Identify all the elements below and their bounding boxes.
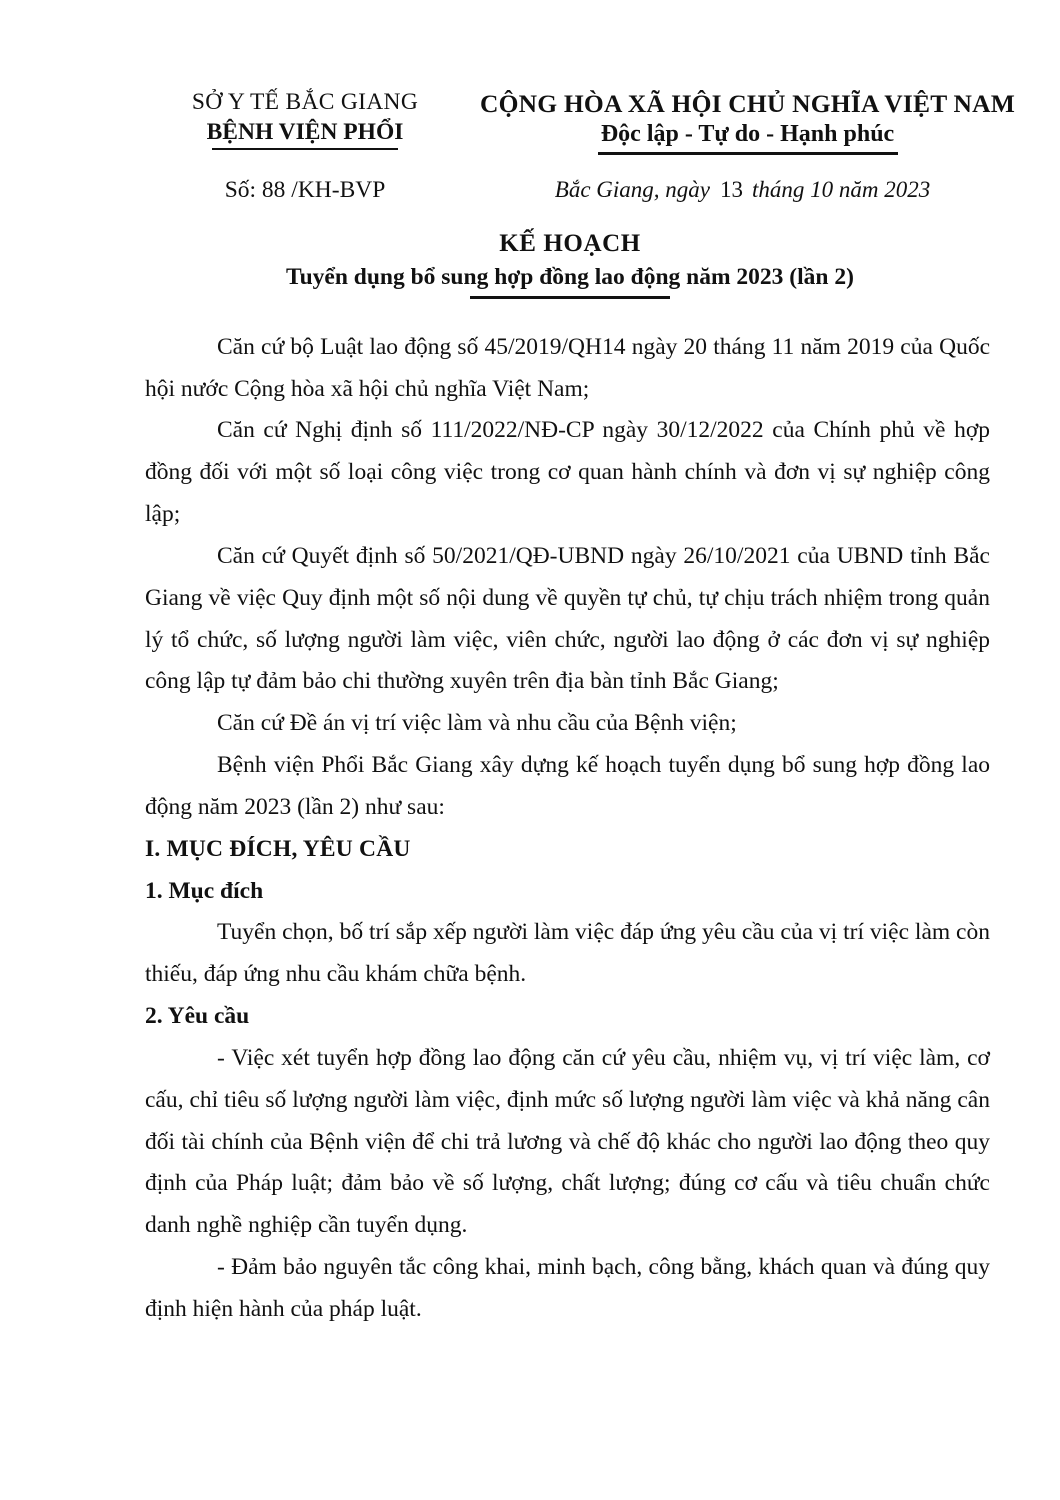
nation-motto-label: Độc lập - Tự do - Hạnh phúc: [600, 121, 895, 148]
legal-basis-paragraph: Căn cứ Quyết định số 50/2021/QĐ-UBND ngày 26/10/2021 của UBND tỉnh Bắc Giang về việc Quy định một số nội dung về quyền tự chủ, tự chịu trách nhiệm trong quản lý tổ chức, số lượng người làm việc, viên chức, người lao động ở các đơn vị sự nghiệp công lập tự đảm bảo chi thường xuyên trên địa bàn tỉnh Bắc Giang;: [145, 542, 990, 695]
document-body: [145, 327, 990, 1331]
document-number-label: Số: 88 /KH-BVP: [224, 176, 386, 203]
legal-basis-paragraph: Căn cứ Đề án vị trí việc làm và nhu cầu của Bệnh viện;: [217, 710, 737, 737]
org-unit-label: BỆNH VIỆN PHỔI: [206, 118, 404, 145]
nation-name-label: CỘNG HÒA XÃ HỘI CHỦ NGHĨA VIỆT NAM: [480, 89, 1016, 118]
org-underline-rule: [212, 148, 398, 150]
subsection-1-paragraph: Tuyển chọn, bố trí sắp xếp người làm việc đáp ứng yêu cầu của vị trí việc làm còn thiếu, đáp ứng nhu cầu khám chữa bệnh.: [145, 919, 990, 988]
document-header: [140, 88, 1016, 155]
date-prefix-label: Bắc Giang, ngày: [554, 176, 710, 202]
nation-underline-rule: [598, 152, 898, 154]
legal-basis-paragraph: Căn cứ Nghị định số 111/2022/NĐ-CP ngày 30/12/2022 của Chính phủ về hợp đồng đối với một số loại công việc trong cơ quan hành chính và đơn vị sự nghiệp công lập;: [145, 417, 990, 528]
page-title: KẾ HOẠCH: [499, 229, 641, 257]
date-day-value: 13: [719, 176, 743, 202]
subsection-heading-1: 1. Mục đích: [145, 877, 264, 904]
document-title-block: [140, 228, 1000, 299]
title-underline-rule: [470, 296, 670, 298]
subsection-heading-2: 2. Yêu cầu: [145, 1003, 250, 1030]
legal-basis-paragraph: Căn cứ bộ Luật lao động số 45/2019/QH14 ngày 20 tháng 11 năm 2019 của Quốc hội nước Cộng hòa xã hội chủ nghĩa Việt Nam;: [145, 333, 990, 402]
intro-paragraph: Bệnh viện Phổi Bắc Giang xây dựng kế hoạch tuyển dụng bổ sung hợp đồng lao động năm 2023 (lần 2) như sau:: [145, 752, 990, 820]
subsection-2-item: - Đảm bảo nguyên tắc công khai, minh bạch, công bằng, khách quan và đúng quy định hiện hành của pháp luật.: [145, 1254, 990, 1322]
org-department-label: SỞ Y TẾ BẮC GIANG: [191, 89, 419, 115]
document-date-line: [470, 177, 1005, 203]
document-meta-row: [140, 177, 1005, 204]
subsection-2-item: - Việc xét tuyển hợp đồng lao động căn cứ yêu cầu, nhiệm vụ, vị trí việc làm, cơ cấu, chỉ tiêu số lượng người làm việc, định mức số lượng người làm việc và khả năng cân đối tài chính của Bệnh viện để chi trả lương và chế độ khác cho người lao động theo quy định của Pháp luật; đảm bảo về số lượng, chất lượng; đúng cơ cấu và tiêu chuẩn chức danh nghề nghiệp cần tuyển dụng.: [145, 1044, 990, 1239]
issuing-authority-block: [140, 88, 470, 150]
national-heading-block: [470, 88, 1015, 155]
page-subtitle: Tuyển dụng bổ sung hợp đồng lao động năm 2023 (lần 2): [286, 263, 854, 290]
date-suffix-label: tháng 10 năm 2023: [751, 176, 931, 202]
section-heading-1: I. MỤC ĐÍCH, YÊU CẦU: [145, 835, 411, 862]
